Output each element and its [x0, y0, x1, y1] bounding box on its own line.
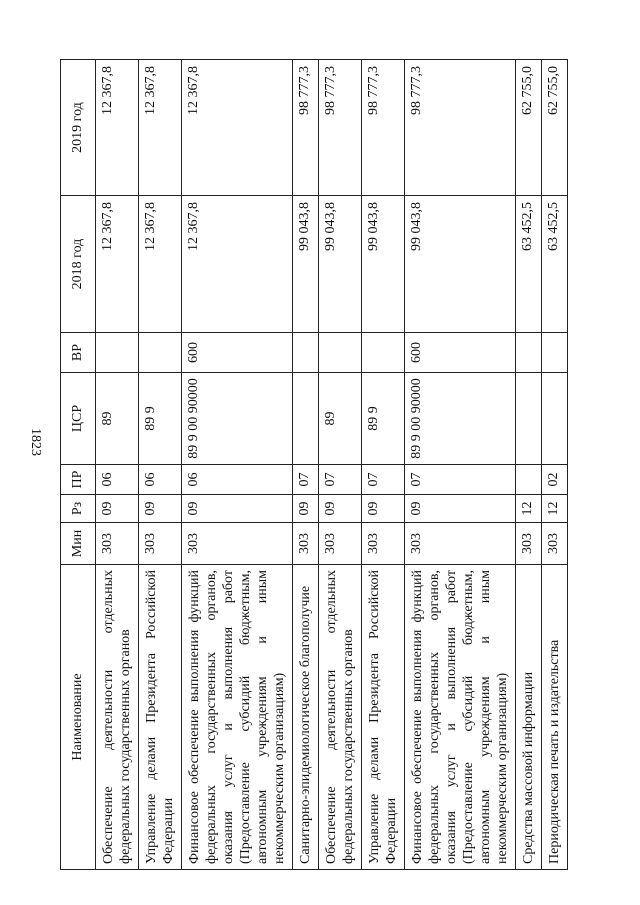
page-number: 1823 [28, 428, 43, 456]
row-2018: 12 367,8 [96, 196, 139, 333]
row-2019: 62 755,0 [516, 60, 542, 196]
row-rz: 12 [516, 495, 542, 523]
header-2018: 2018 год [61, 196, 96, 333]
row-2018: 63 452,5 [542, 196, 568, 333]
row-rz: 09 [293, 495, 319, 523]
table-row [293, 60, 319, 870]
row-vr: 600 [182, 333, 293, 373]
row-min: 303 [405, 523, 516, 565]
header-csr: ЦСР [61, 373, 96, 465]
row-name: Управление делами Президента Российской Федерации [362, 565, 405, 870]
row-rz: 09 [362, 495, 405, 523]
row-min: 303 [139, 523, 182, 565]
row-2019: 98 777,3 [293, 60, 319, 196]
row-csr [516, 373, 542, 465]
row-csr [542, 373, 568, 465]
row-min: 303 [96, 523, 139, 565]
row-rz: 12 [542, 495, 568, 523]
row-rz: 09 [405, 495, 516, 523]
row-pr: 07 [319, 465, 362, 495]
table-row [139, 60, 182, 870]
row-vr [293, 333, 319, 373]
header-pr: ПР [61, 465, 96, 495]
table-row [362, 60, 405, 870]
row-2019: 98 777,3 [405, 60, 516, 196]
row-name: Управление делами Президента Российской Федерации [139, 565, 182, 870]
row-name: Средства массовой информации [516, 565, 542, 870]
row-2018: 12 367,8 [182, 196, 293, 333]
row-vr [319, 333, 362, 373]
row-pr [516, 465, 542, 495]
header-vr: ВР [61, 333, 96, 373]
table-row [96, 60, 139, 870]
row-rz: 09 [96, 495, 139, 523]
row-vr: 600 [405, 333, 516, 373]
row-name: Финансовое обеспечение выполнения функций федеральных государственных органов, оказания услуг и выполнения работ (Предоставление субсидий бюджетным, автономным учреждениям и иным некоммерческим организациям) [405, 565, 516, 870]
header-name: Наименование [61, 565, 96, 870]
table-row [182, 60, 293, 870]
row-csr: 89 [319, 373, 362, 465]
row-pr: 06 [96, 465, 139, 495]
row-pr: 06 [182, 465, 293, 495]
row-2018: 63 452,5 [516, 196, 542, 333]
row-pr: 07 [405, 465, 516, 495]
row-vr [542, 333, 568, 373]
row-rz: 09 [182, 495, 293, 523]
row-csr: 89 9 00 90000 [182, 373, 293, 465]
row-rz: 09 [139, 495, 182, 523]
row-2018: 99 043,8 [405, 196, 516, 333]
row-vr [139, 333, 182, 373]
row-2019: 98 777,3 [362, 60, 405, 196]
row-min: 303 [182, 523, 293, 565]
row-name: Финансовое обеспечение выполнения функций федеральных государственных органов, оказания услуг и выполнения работ (Предоставление субсидий бюджетным, автономным учреждениям и иным некоммерческим организациям) [182, 565, 293, 870]
row-2018: 99 043,8 [293, 196, 319, 333]
row-2019: 62 755,0 [542, 60, 568, 196]
table-row [405, 60, 516, 870]
row-min: 303 [293, 523, 319, 565]
header-min: Мин [61, 523, 96, 565]
row-rz: 09 [319, 495, 362, 523]
header-rz: Рз [61, 495, 96, 523]
row-csr [293, 373, 319, 465]
row-2019: 12 367,8 [139, 60, 182, 196]
row-csr: 89 9 [139, 373, 182, 465]
table-row [319, 60, 362, 870]
row-min: 303 [319, 523, 362, 565]
table-header-row [61, 60, 96, 870]
row-2018: 12 367,8 [139, 196, 182, 333]
row-name: Обеспечение деятельности отдельных федеральных государственных органов [319, 565, 362, 870]
row-name: Обеспечение деятельности отдельных федеральных государственных органов [96, 565, 139, 870]
row-pr: 07 [362, 465, 405, 495]
row-csr: 89 9 [362, 373, 405, 465]
row-min: 303 [516, 523, 542, 565]
row-pr: 07 [293, 465, 319, 495]
row-csr: 89 9 00 90000 [405, 373, 516, 465]
row-vr [96, 333, 139, 373]
row-2019: 98 777,3 [319, 60, 362, 196]
row-2019: 12 367,8 [182, 60, 293, 196]
budget-table [60, 59, 568, 870]
header-2019: 2019 год [61, 60, 96, 196]
budget-table-container [60, 60, 605, 870]
row-2018: 99 043,8 [319, 196, 362, 333]
row-vr [362, 333, 405, 373]
row-min: 303 [362, 523, 405, 565]
row-csr: 89 [96, 373, 139, 465]
row-2019: 12 367,8 [96, 60, 139, 196]
row-name: Санитарно-эпидемиологическое благополучие [293, 565, 319, 870]
row-name: Периодическая печать и издательства [542, 565, 568, 870]
row-vr [516, 333, 542, 373]
row-pr: 02 [542, 465, 568, 495]
row-2018: 99 043,8 [362, 196, 405, 333]
table-row [516, 60, 542, 870]
table-row [542, 60, 568, 870]
row-min: 303 [542, 523, 568, 565]
row-pr: 06 [139, 465, 182, 495]
